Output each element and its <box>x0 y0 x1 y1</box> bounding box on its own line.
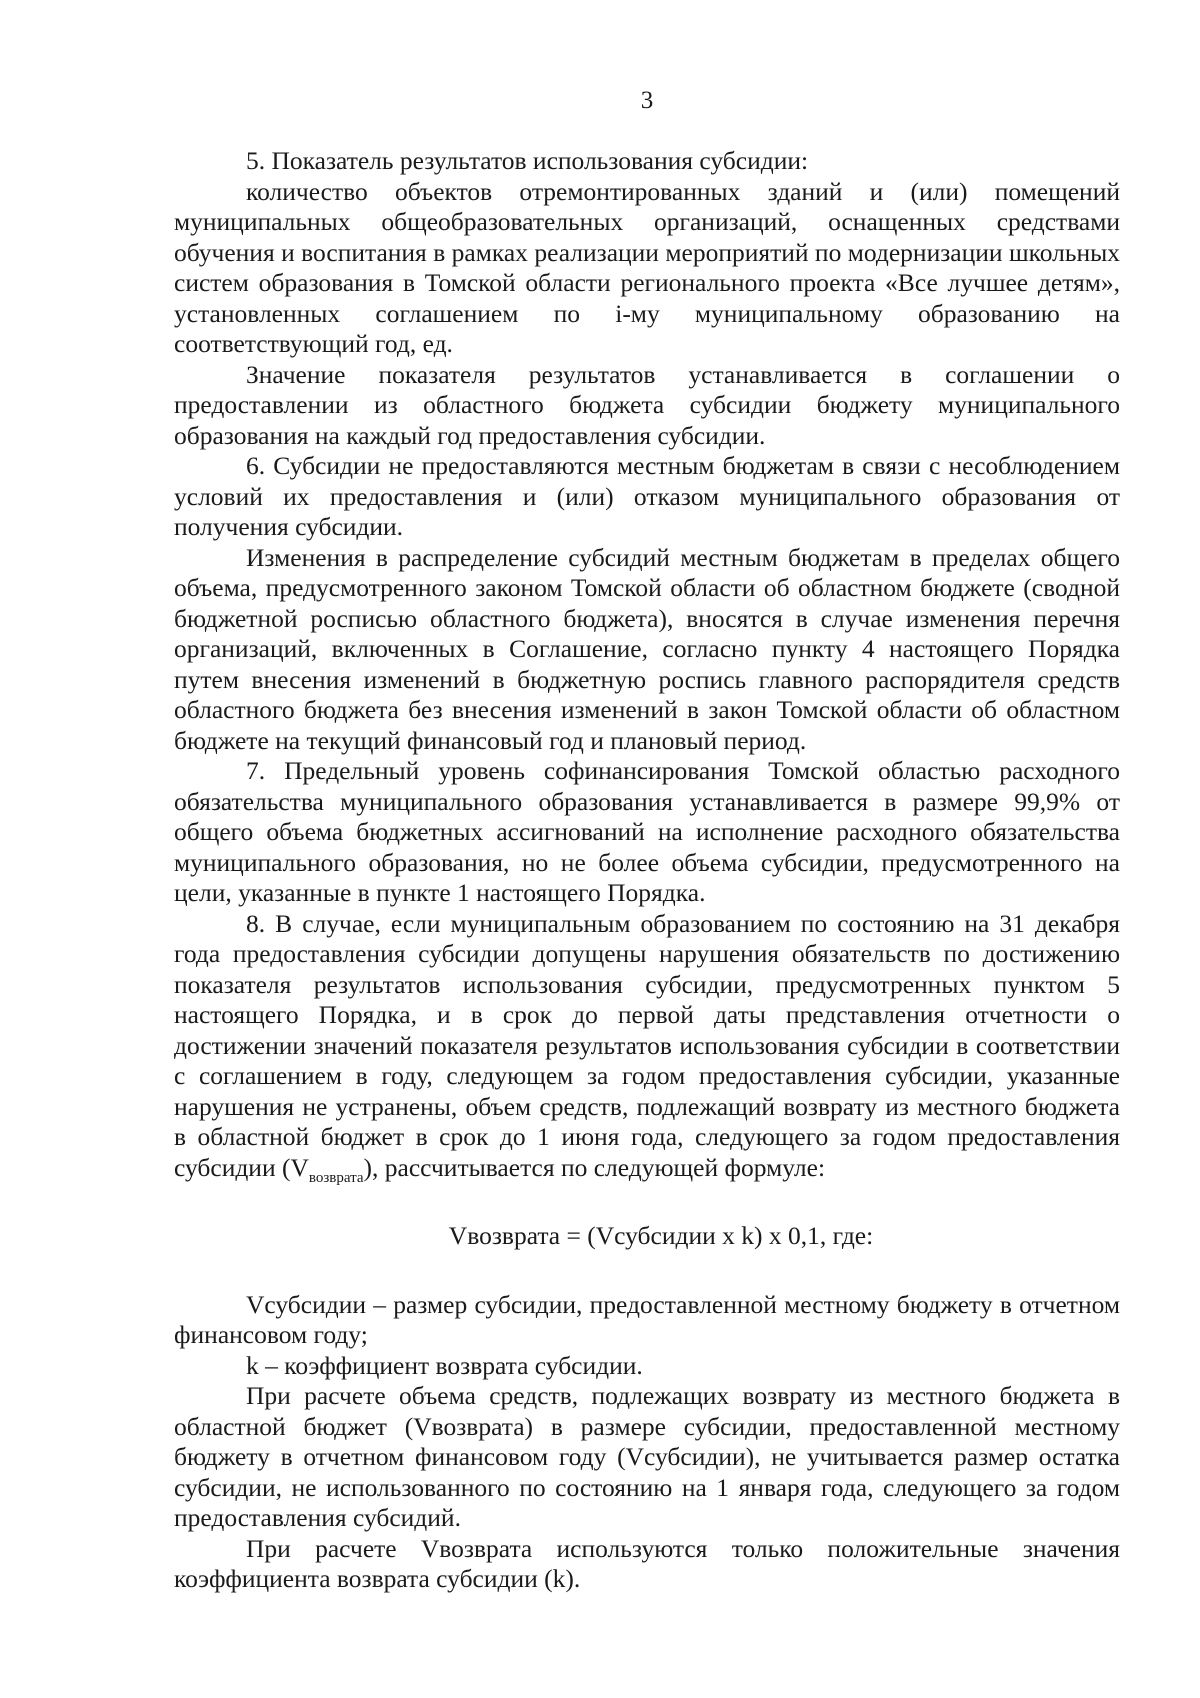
paragraph-5-indicator: количество объектов отремонтированных зданий и (или) помещений муниципальных общеобразовательных организаций, оснащенных средствами обучения и воспитания в рамках реализации мероприятий по модернизации школьных систем образования в Томской области регионального проекта «Все лучшее детям», установленных соглашением по i-му муниципальному образованию на соответствующий год, ед. <box>174 176 1120 358</box>
paragraph-8-subscript: возврата <box>308 1169 364 1186</box>
paragraph-7: 7. Предельный уровень софинансирования Томской областью расходного обязательства муниципального образования устанавливается в размере 99,9% от общего объема бюджетных ассигнований на исполнение расходного обязательства муниципального образования, но не более объема субсидии, предусмотренного на цели, указанные в пункте 1 настоящего Порядка. <box>174 756 1120 907</box>
page-number: 3 <box>640 87 654 114</box>
paragraph-8 <box>174 909 1120 1184</box>
paragraph-8-text-end: ), рассчитывается по следующей формуле: <box>363 1152 826 1182</box>
paragraph-8-text: 8. В случае, если муниципальным образованием по состоянию на 31 декабря года предоставления субсидии допущены нарушения обязательств по достижению показателя результатов использования субсидии, предусмотренных пунктом 5 настоящего Порядка, и в срок до первой даты представления отчетности о достижении значений показателя результатов использования субсидии в соответствии с соглашением в году, следующем за годом предоставления субсидии, указанные нарушения не устранены, объем средств, подлежащий возврату из местного бюджета в областной бюджет в срок до 1 июня года, следующего за годом предоставления субсидии (V <box>174 908 1120 1182</box>
calculation-note: При расчете объема средств, подлежащих возврату из местного бюджета в областной бюджет (Vвозврата) в размере субсидии, предоставленной местному бюджету в отчетном финансовом году (Vсубсидии), не учитывается размер остатка субсидии, не использованного по состоянию на 1 января года, следующего за годом предоставления субсидий. <box>174 1381 1120 1532</box>
document-page <box>174 0 1120 1698</box>
return-formula-text: Vвозврата = (Vсубсидии x k) x 0,1, где: <box>448 1221 874 1250</box>
positive-values-note: При расчете Vвозврата используются только положительные значения коэффициента возврата субсидии (k). <box>174 1533 1120 1593</box>
paragraph-5-heading: 5. Показатель результатов использования субсидии: <box>246 146 809 175</box>
definition-v-subsidy: Vсубсидии – размер субсидии, предоставленной местному бюджету в отчетном финансовом году; <box>174 1289 1120 1349</box>
paragraph-6: 6. Субсидии не предоставляются местным бюджетам в связи с несоблюдением условий их предоставления и (или) отказом муниципального образования от получения субсидии. <box>174 451 1120 541</box>
document-body <box>174 146 1120 1595</box>
definition-k: k – коэффициент возврата субсидии. <box>246 1350 643 1380</box>
paragraph-5-value: Значение показателя результатов устанавливается в соглашении о предоставлении из областного бюджета субсидии бюджету муниципального образования на каждый год предоставления субсидии. <box>174 359 1120 450</box>
return-formula <box>174 1221 1120 1252</box>
paragraph-6-changes: Изменения в распределение субсидий местным бюджетам в пределах общего объема, предусмотренного законом Томской области об областном бюджете (сводной бюджетной росписью областного бюджета), вносятся в случае изменения перечня организаций, включенных в Соглашение, согласно пункту 4 настоящего Порядка путем внесения изменений в бюджетную роспись главного распорядителя средств областного бюджета без внесения изменений в закон Томской области об областном бюджете на текущий финансовый год и плановый период. <box>174 542 1120 755</box>
